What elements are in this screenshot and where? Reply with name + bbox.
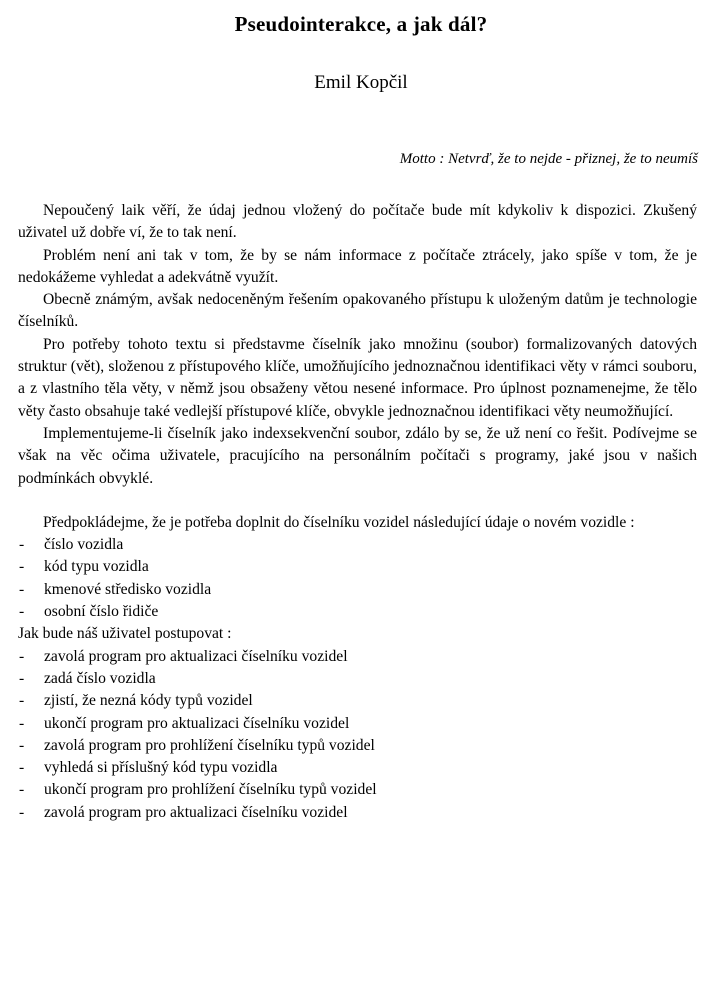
list-item: - zjistí, že nezná kódy typů vozidel <box>18 690 697 712</box>
list-item: - kód typu vozidla <box>18 556 697 578</box>
list-item: - ukončí program pro aktualizaci číselníku vozidel <box>18 713 697 735</box>
list-item: - zavolá program pro prohlížení číselníku typů vozidel <box>18 735 697 757</box>
list-item: - kmenové středisko vozidla <box>18 579 697 601</box>
list-item: - osobní číslo řidiče <box>18 601 697 623</box>
paragraph: Implementujeme-li číselník jako indexsekvenční soubor, zdálo by se, že už není co řešit. Podívejme se však na věc očima uživatele, pracujícího na personálním počítači s programy, jaké jsou v našich podmínkách obvyklé. <box>18 424 697 487</box>
paragraph: Předpokládejme, že je potřeba doplnit do číselníku vozidel následující údaje o novém vozidle : <box>43 513 635 531</box>
article-title: Pseudointerakce, a jak dál? <box>234 12 488 36</box>
list-item: - vyhledá si příslušný kód typu vozidla <box>18 757 697 779</box>
author-name: Emil Kopčil <box>314 72 408 93</box>
user-steps-list <box>18 646 697 824</box>
steps-intro: Jak bude náš uživatel postupovat : <box>18 625 232 643</box>
list-item: - zavolá program pro aktualizaci číselníku vozidel <box>18 802 697 824</box>
paragraph: Pro potřeby tohoto textu si představme číselník jako množinu (soubor) formalizovaných datových struktur (vět), složenou z přístupového klíče, umožňujícího jednoznačnou identifikaci věty v rámci souboru, a z vlastního těla věty, v němž jsou obsaženy větou nesené informace. Pro úplnost poznamenejme, že tělo věty často obsahuje také vedlejší přístupové klíče, obvykle jednoznačnou identifikaci věty neumožňující. <box>18 335 697 420</box>
list-item: - ukončí program pro prohlížení číselníku typů vozidel <box>18 779 697 801</box>
list-item: - zadá číslo vozidla <box>18 668 697 690</box>
paragraph: Problém není ani tak v tom, že by se nám informace z počítače ztrácely, jako spíše v tom, že je nedokážeme vyhledat a adekvátně využít. <box>18 246 697 286</box>
paragraph: Obecně známým, avšak nedoceněným řešením opakovaného přístupu k uloženým datům je technologie číselníků. <box>18 291 697 331</box>
list-item: - zavolá program pro aktualizaci číselníku vozidel <box>18 646 697 668</box>
motto: Motto : Netvrď, že to nejde - přiznej, že to neumíš <box>399 151 698 167</box>
paragraph: Nepoučený laik věří, že údaj jednou vložený do počítače bude mít kdykoliv k dispozici. Zkušený uživatel už dobře ví, že to tak není. <box>18 202 697 242</box>
list-item: - číslo vozidla <box>18 534 697 556</box>
article-body <box>18 200 697 824</box>
vehicle-data-list <box>18 534 697 623</box>
